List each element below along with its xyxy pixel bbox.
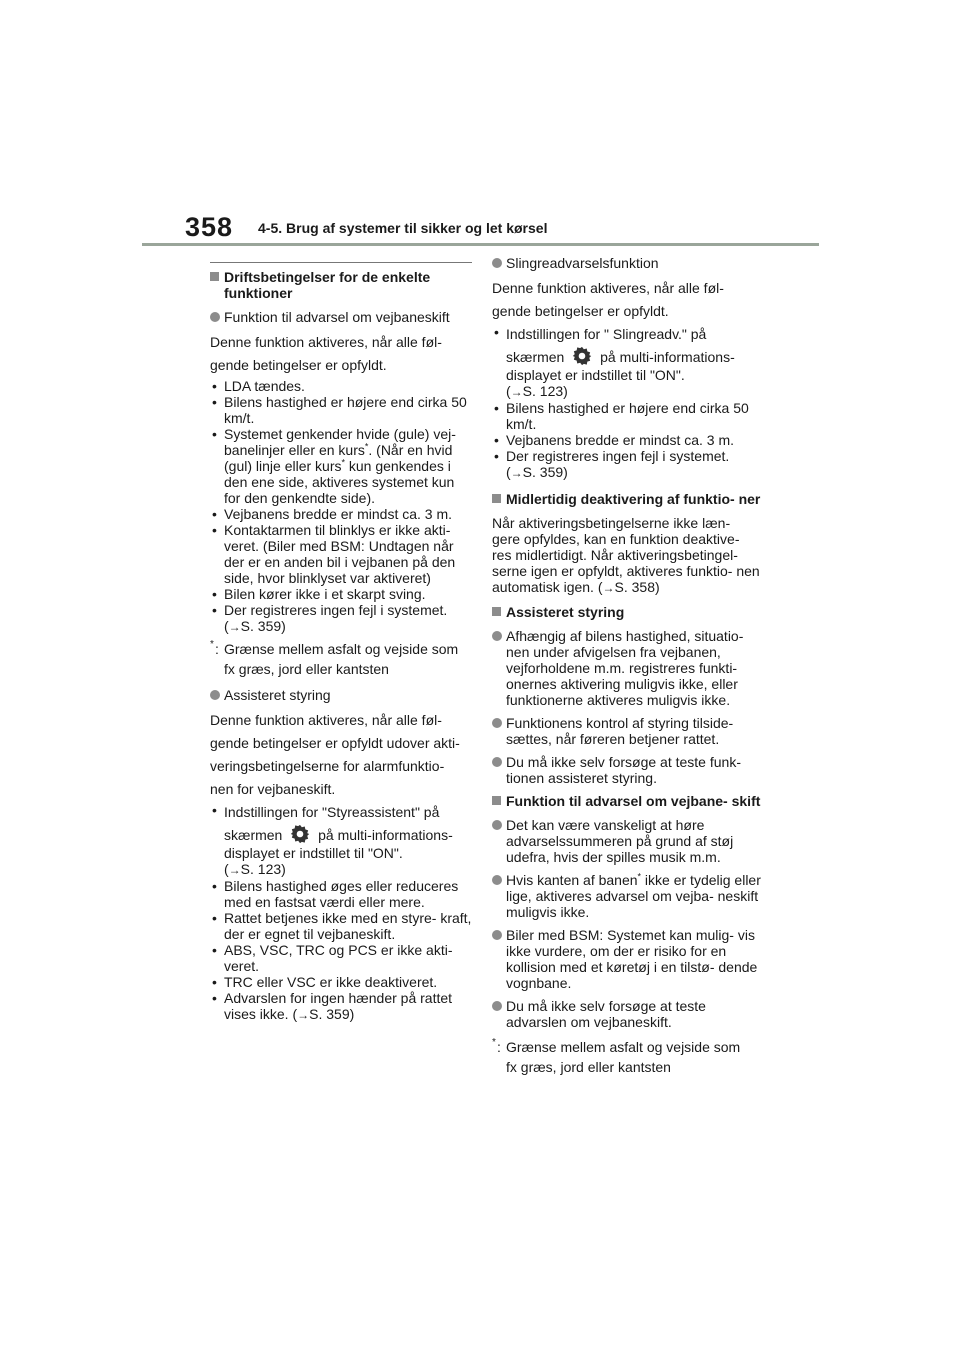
list-item: • TRC eller VSC er ikke deaktiveret.: [210, 974, 472, 990]
list-item-line: (gul) linje eller kurs: [224, 458, 342, 474]
footnote-marker: *: [492, 1037, 496, 1048]
bullet-text: Funktion til advarsel om vejbaneskift: [224, 309, 450, 325]
temporary-deactivation-text: [492, 515, 762, 596]
circle-bullet-icon: [492, 718, 502, 728]
paren: (: [224, 861, 229, 877]
note-bullet: [492, 754, 762, 786]
paragraph-line: Denne funktion aktiveres, når alle føl-: [492, 280, 724, 296]
footnote-text: Grænse mellem asfalt og vejside som: [224, 641, 459, 657]
section-heading-assisted-steering: [492, 604, 762, 620]
footnote-marker: *: [637, 871, 642, 882]
list-item: • LDA tændes.: [210, 378, 472, 394]
bullet-text: Du må ikke selv forsøge at teste advarslen om vejbaneskift.: [506, 998, 706, 1030]
list-item-line: . (Når en hvid: [368, 442, 453, 458]
square-bullet-icon: [492, 796, 501, 805]
page-ref-link[interactable]: S. 359): [522, 464, 568, 480]
bullet-text: Det kan være vanskeligt at høre advarselssummeren på grund af støj udefra, hvis der spilles musik m.m.: [506, 817, 734, 865]
bullet-text: Slingreadvarselsfunktion: [506, 255, 659, 271]
bullet-text: Afhængig af bilens hastighed, situatio- nen under afvigelsen fra vejbanen, vejforholdene m.m. registreres funkti- onernes aktivering muligvis ikke, eller funktionerne aktiveres muligvis ikke.: [506, 628, 744, 708]
steering-condition-list: [210, 802, 472, 1023]
section-heading-text: Midlertidig deaktivering af funktio- ner: [506, 491, 761, 507]
footnote-colon: :: [497, 1039, 501, 1055]
gear-icon: [571, 345, 593, 367]
footnote-colon: :: [215, 641, 219, 657]
list-item-line: på multi-informations- displayet er indstillet til "ON".: [224, 827, 453, 861]
paragraph-line: gende betingelser er opfyldt udover akti-: [210, 735, 460, 751]
list-item-line: skærmen: [224, 827, 283, 843]
footnote-marker: *: [341, 457, 345, 468]
circle-bullet-icon: [492, 820, 502, 830]
paren: (: [224, 618, 229, 634]
bullet-lane-departure: [210, 309, 472, 325]
bullet-text: Du må ikke selv forsøge at teste funk- tionen assisteret styring.: [506, 754, 741, 786]
list-item-line: Der registreres ingen fejl i systemet.: [506, 448, 730, 464]
circle-bullet-icon: [492, 258, 502, 268]
page-ref-arrow-icon: →: [510, 466, 523, 480]
page-ref-arrow-icon: →: [228, 620, 241, 634]
paragraph-line: veringsbetingelserne for alarmfunktio-: [210, 758, 445, 774]
list-item-line: • Indstillingen for "Styreassistent" på: [224, 804, 440, 820]
list-item: [492, 324, 762, 400]
section-heading-temporary-deactivation: [492, 491, 762, 507]
footnote-marker: *: [210, 639, 214, 650]
square-bullet-icon: [492, 494, 501, 503]
circle-bullet-icon: [492, 631, 502, 641]
left-column: [210, 262, 472, 1027]
bullet-text: Assisteret styring: [224, 687, 331, 703]
paren: (: [506, 464, 511, 480]
bullet-text: Funktionens kontrol af styring tilside- sættes, når føreren betjener rattet.: [506, 715, 734, 747]
note-bullet: [492, 628, 762, 708]
note-bullet: [492, 927, 762, 991]
paragraph-line: Denne funktion aktiveres, når alle føl-: [210, 712, 442, 728]
list-item: • Vejbanens bredde er mindst ca. 3 m.: [492, 432, 762, 448]
footnote: [492, 1037, 762, 1077]
page-ref-arrow-icon: →: [297, 1008, 310, 1022]
list-item: [210, 426, 472, 506]
paragraph-line: Denne funktion aktiveres, når alle føl-: [210, 334, 442, 350]
right-column: [492, 255, 762, 1085]
list-item: • Vejbanens bredde er mindst ca. 3 m.: [210, 506, 472, 522]
list-item-line: banelinjer eller en kurs: [224, 442, 365, 458]
paragraph-text: Når aktiveringsbetingelserne ikke læn- gere opfyldes, kan en funktion deaktive- res midlertidigt. Når aktiveringsbetingel- serne igen er opfyldt, aktiveres funktio- nen automatisk igen. (: [492, 515, 760, 595]
page-number: 358: [185, 212, 234, 242]
bullet-text: Biler med BSM: Systemet kan mulig- vis ikke vurdere, om der er risiko for en kollision med et køretøj i en tilstø- dende vognbane.: [506, 927, 758, 991]
list-item: • Rattet betjenes ikke med en styre- kraft, der er egnet til vejbaneskift.: [210, 910, 472, 942]
lda-condition-list: [210, 378, 472, 635]
bullet-text: ikke er tydelig eller lige, aktiveres advarsel om vejba- neskift muligvis ikke.: [506, 872, 761, 920]
section-heading-lane-departure-warning: [492, 793, 762, 809]
note-bullet: [492, 715, 762, 747]
paren: (: [506, 383, 511, 399]
paragraph-line: gende betingelser er opfyldt.: [492, 303, 669, 319]
list-item: [210, 602, 472, 635]
square-bullet-icon: [210, 272, 219, 281]
page-ref-arrow-icon: →: [510, 385, 523, 399]
footnote-text: fx græs, jord eller kantsten: [506, 1059, 671, 1075]
chapter-title: 4-5. Brug af systemer til sikker og let kørsel: [258, 220, 548, 236]
circle-bullet-icon: [492, 757, 502, 767]
list-item-line: • Systemet genkender hvide (gule) vej-: [224, 426, 456, 442]
circle-bullet-icon: [210, 690, 220, 700]
sway-condition-list: [492, 324, 762, 481]
bullet-sway-warning: [492, 255, 762, 271]
circle-bullet-icon: [210, 312, 220, 322]
list-item: • Kontaktarmen til blinklys er ikke akti- veret. (Biler med BSM: Undtagen når der er en anden bil i vejbanen på den side, hvor blinklyset var aktiveret): [210, 522, 472, 586]
section-heading-text: Driftsbetingelser for de enkelte funktioner: [224, 269, 431, 301]
footnote-marker: *: [364, 441, 369, 452]
list-item: [210, 802, 472, 878]
footnote-text: fx græs, jord eller kantsten: [224, 661, 389, 677]
list-item-line: • Indstillingen for " Slingreadv." på: [506, 326, 707, 342]
list-item-line: Advarslen for ingen hænder på rattet vises ikke. (: [224, 990, 453, 1022]
page-ref-link[interactable]: S. 359): [309, 1006, 355, 1022]
list-item: • Bilens hastighed er højere end cirka 50 km/t.: [492, 400, 762, 432]
section-heading-text: Funktion til advarsel om vejbane- skift: [506, 793, 761, 809]
page-ref-arrow-icon: →: [228, 863, 241, 877]
paragraph-line: nen for vejbaneskift.: [210, 781, 336, 797]
bullet-assisted-steering: [210, 687, 472, 703]
note-bullet: [492, 817, 762, 865]
list-item: [210, 990, 472, 1023]
note-bullet: [492, 872, 762, 920]
list-item-line: Der registreres ingen fejl i systemet.: [224, 602, 448, 618]
section-heading-text: Assisteret styring: [506, 604, 625, 620]
circle-bullet-icon: [492, 930, 502, 940]
header-divider: [142, 243, 819, 246]
page-ref-link[interactable]: S. 123): [522, 383, 568, 399]
list-item-line: den ene side, aktiveres systemet kun for den genkendte side).: [224, 474, 455, 506]
gear-icon: [289, 823, 311, 845]
footnote-text: Grænse mellem asfalt og vejside som: [506, 1039, 741, 1055]
list-item-line: skærmen: [506, 349, 565, 365]
page-ref-arrow-icon: →: [602, 581, 615, 595]
list-item: • Bilens hastighed er højere end cirka 50 km/t.: [210, 394, 472, 426]
page-ref-link[interactable]: S. 359): [240, 618, 286, 634]
note-bullet: [492, 998, 762, 1030]
circle-bullet-icon: [492, 1001, 502, 1011]
footnote: [210, 639, 472, 679]
section-heading-operating-conditions: [210, 269, 472, 301]
section-divider: [210, 262, 472, 263]
bullet-text: Hvis kanten af banen: [506, 872, 638, 888]
square-bullet-icon: [492, 607, 501, 616]
circle-bullet-icon: [492, 875, 502, 885]
list-item: [492, 448, 762, 481]
list-item: • ABS, VSC, TRC og PCS er ikke akti- veret.: [210, 942, 472, 974]
page-ref-link[interactable]: S. 123): [240, 861, 286, 877]
page-ref-link[interactable]: S. 358): [614, 579, 660, 595]
list-item-line: på multi-informations- displayet er indstillet til "ON".: [506, 349, 735, 383]
list-item: • Bilens hastighed øges eller reduceres med en fastsat værdi eller mere.: [210, 878, 472, 910]
list-item: • Bilen kører ikke i et skarpt sving.: [210, 586, 472, 602]
paragraph-line: gende betingelser er opfyldt.: [210, 357, 387, 373]
list-item-line: kun genkendes i: [345, 458, 451, 474]
